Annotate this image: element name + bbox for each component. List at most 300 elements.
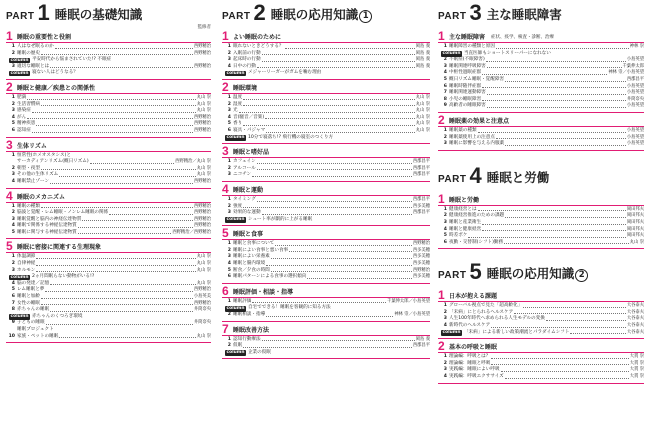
part-heading bbox=[438, 261, 644, 283]
dot-leader bbox=[55, 48, 193, 49]
dot-leader bbox=[243, 125, 415, 126]
toc-entry bbox=[438, 240, 644, 247]
entry-title: 睡眠と食事について bbox=[233, 241, 275, 247]
toc-entry bbox=[222, 172, 430, 179]
column-badge: column bbox=[226, 350, 245, 356]
chapter-number: 1 bbox=[438, 29, 445, 43]
entry-number: 1 bbox=[11, 203, 15, 209]
toc-entry bbox=[222, 261, 430, 268]
entry-author: 大貫 崇 bbox=[629, 360, 644, 366]
entry-title: 強度 bbox=[233, 203, 243, 209]
entry-title: 睡眠障害の種類と原因 bbox=[449, 44, 495, 49]
entry-author: 大貫 崇 bbox=[629, 374, 644, 380]
column-badge: column bbox=[10, 70, 29, 76]
entry-number: 5 bbox=[11, 287, 15, 293]
column-part1 bbox=[6, 0, 211, 344]
dot-leader bbox=[262, 214, 412, 215]
dot-leader bbox=[46, 324, 193, 325]
chapter-header bbox=[438, 340, 644, 353]
column-badge: column bbox=[226, 70, 245, 76]
dot-leader bbox=[496, 138, 626, 139]
item-list bbox=[438, 206, 644, 249]
entry-title: 赤ちゃんの睡眠 bbox=[17, 307, 50, 313]
item-list bbox=[222, 196, 430, 225]
dot-leader bbox=[27, 99, 196, 100]
entry-title: 日中の行動 bbox=[233, 63, 256, 69]
entry-number: 2 bbox=[443, 309, 447, 315]
chapter-header bbox=[438, 193, 644, 206]
entry-author: 丸山 崇 bbox=[415, 114, 430, 120]
entry-number: 2 bbox=[443, 360, 447, 366]
entry-author: 小島英望 bbox=[626, 90, 644, 96]
toc-entry bbox=[222, 121, 430, 128]
entry-title: 睡眠薬使用上の注意点 bbox=[449, 134, 495, 140]
part-title bbox=[487, 264, 589, 282]
dot-leader bbox=[307, 278, 411, 279]
chapter-number: 2 bbox=[222, 79, 229, 94]
dot-leader bbox=[36, 271, 195, 272]
item-list bbox=[6, 203, 211, 239]
entry-title: 自宅でできる！睡眠を客観的に知る方法 bbox=[247, 305, 331, 311]
entry-author: 西郡昌平 bbox=[412, 172, 430, 178]
entry-title: 感染症 bbox=[17, 108, 31, 114]
entry-author: 井筒奈央 bbox=[193, 320, 211, 326]
entry-author: 丸山 崇 bbox=[196, 280, 211, 286]
chapter-number: 3 bbox=[6, 137, 13, 152]
entry-number: 3 bbox=[443, 316, 447, 322]
toc-entry bbox=[6, 230, 211, 237]
entry-number: 1 bbox=[443, 127, 447, 133]
toc-entry bbox=[6, 294, 211, 301]
dot-leader bbox=[505, 81, 626, 82]
entry-title: カフェイン bbox=[233, 159, 256, 165]
entry-author: 西野精治 bbox=[193, 121, 211, 127]
dot-leader bbox=[78, 227, 193, 228]
entry-title: 認知症 bbox=[17, 127, 31, 133]
dot-leader bbox=[546, 320, 626, 321]
part-word: PART bbox=[222, 11, 251, 22]
entry-title: レム睡眠と夢 bbox=[17, 287, 45, 293]
circled-number: 1 bbox=[359, 10, 372, 23]
entry-author: 岡島 義 bbox=[415, 44, 430, 49]
chapter-number: 4 bbox=[222, 181, 229, 196]
entry-author: 大貫 崇 bbox=[629, 367, 644, 373]
entry-title: 高齢者の睡眠障害 bbox=[449, 103, 486, 109]
toc-entry bbox=[6, 102, 211, 109]
chapter-number: 6 bbox=[222, 283, 229, 298]
dot-leader bbox=[41, 304, 193, 305]
toc-entry bbox=[6, 159, 211, 166]
entry-title: 人生100年時代へ求められる人生モデルの変換 bbox=[449, 316, 545, 322]
dot-leader bbox=[482, 100, 626, 101]
entry-author: 西野精治／丸山 崇 bbox=[175, 159, 211, 165]
column-part2 bbox=[222, 0, 430, 360]
entry-title: 入眠前の行動 bbox=[233, 50, 261, 56]
entry-number: 5 bbox=[443, 233, 447, 239]
entry-author: 西野精治 bbox=[193, 63, 211, 69]
toc-entry bbox=[438, 57, 644, 64]
entry-title: 新時代のヘルスケア bbox=[449, 323, 491, 329]
chapter bbox=[6, 81, 211, 138]
chapter-title: 睡眠と健康／疾患との関係性 bbox=[17, 84, 96, 92]
chapter-number: 7 bbox=[222, 321, 229, 336]
chapter-list bbox=[438, 289, 644, 383]
entry-title: 精神疾患 bbox=[17, 121, 36, 127]
chapter-header bbox=[222, 227, 430, 240]
entry-author: 丸山 崇 bbox=[415, 94, 430, 100]
entry-number: 1 bbox=[443, 44, 447, 49]
chapter-list bbox=[438, 30, 644, 151]
entry-title: 香り bbox=[233, 121, 243, 127]
dot-leader bbox=[262, 54, 415, 55]
chapter-title: 睡眠と運動 bbox=[233, 186, 264, 194]
chapter-header bbox=[222, 30, 430, 43]
column-badge: column bbox=[10, 57, 29, 63]
entry-title: 企業の仮眠 bbox=[247, 349, 271, 355]
chapter-title: よい睡眠のために bbox=[233, 34, 282, 41]
dot-leader bbox=[491, 327, 626, 328]
entry-title: 生活習慣病 bbox=[17, 101, 40, 107]
toc-entry bbox=[6, 210, 211, 217]
entry-number: 1 bbox=[11, 94, 15, 100]
part-title bbox=[271, 5, 373, 23]
entry-title: その他の生体リズム bbox=[17, 172, 59, 178]
entry-author: 西郡昌平 bbox=[412, 210, 430, 216]
entry-author: 神林 崇／小島英望 bbox=[394, 312, 430, 318]
entry-number: 5 bbox=[11, 229, 15, 235]
item-list bbox=[6, 152, 211, 188]
dot-leader bbox=[32, 132, 193, 133]
entry-author: 西郡昌平 bbox=[412, 196, 430, 202]
entry-author: 岡田邦夫 bbox=[626, 206, 644, 212]
entry-title: 女性の睡眠 bbox=[17, 300, 40, 306]
entry-number: 1 bbox=[227, 94, 231, 100]
entry-title: 健康経営とは bbox=[449, 206, 477, 212]
entry-number: 1 bbox=[443, 354, 447, 360]
entry-number: 2 bbox=[227, 343, 231, 349]
entry-number: 2 bbox=[11, 210, 15, 216]
entry-number: 9 bbox=[11, 320, 15, 326]
chapter-list bbox=[6, 30, 211, 343]
dot-leader bbox=[487, 67, 622, 68]
entry-title: 「未病」による新しい政策潮流とパラダイムシフト bbox=[463, 329, 570, 335]
entry-author: 西郡昌平 bbox=[412, 159, 430, 165]
chapter-header bbox=[6, 190, 211, 203]
entry-author: 西多美穂 bbox=[412, 247, 430, 253]
chapter bbox=[438, 114, 644, 151]
entry-number: 2 bbox=[443, 134, 447, 140]
entry-number: 2 bbox=[443, 213, 447, 219]
dot-leader bbox=[570, 333, 625, 334]
chapter-title: 主な睡眠障害 bbox=[449, 34, 486, 41]
entry-number: 3 bbox=[11, 216, 15, 222]
chapter-number: 1 bbox=[6, 29, 13, 43]
entry-author: 西野精治 bbox=[193, 216, 211, 222]
chapter-header bbox=[438, 114, 644, 127]
toc-entry bbox=[222, 159, 430, 166]
item-list bbox=[222, 94, 430, 143]
toc-entry bbox=[6, 121, 211, 128]
entry-title: 睡眠と腸内環境 bbox=[233, 261, 266, 267]
entry-number: 4 bbox=[11, 178, 15, 184]
toc-entry bbox=[222, 108, 430, 115]
part-word: PART bbox=[438, 11, 467, 22]
item-list bbox=[438, 127, 644, 150]
dot-leader bbox=[289, 251, 412, 252]
entry-title: アルコール bbox=[233, 165, 256, 171]
entry-title: タイミング bbox=[233, 196, 256, 202]
item-list bbox=[222, 240, 430, 283]
chapter bbox=[438, 289, 644, 339]
toc-entry bbox=[6, 108, 211, 115]
dot-leader bbox=[491, 358, 628, 359]
part-number: 3 bbox=[469, 0, 482, 25]
entry-title: 寝ない人はどうなる？ bbox=[31, 70, 78, 76]
dot-leader bbox=[109, 214, 193, 215]
toc-entry bbox=[438, 77, 644, 84]
entry-title: 脳波と覚醒・レム睡眠・ノンレム睡眠の関係 bbox=[17, 210, 109, 216]
entry-title: 睡眠パターンによる食事の選択傾向 bbox=[233, 274, 307, 280]
part-heading bbox=[222, 2, 430, 24]
column-entry bbox=[6, 57, 211, 64]
dot-leader bbox=[27, 118, 193, 119]
part-title: 主な睡眠障害 bbox=[486, 7, 562, 22]
dot-leader bbox=[90, 163, 175, 164]
chapter-number: 1 bbox=[438, 191, 445, 206]
entry-author: 丸山 崇 bbox=[196, 101, 211, 107]
chapter-number: 5 bbox=[6, 239, 13, 254]
toc-entry bbox=[6, 320, 211, 327]
dot-leader bbox=[482, 230, 626, 231]
entry-title: 睡眠に影響を与える内服薬 bbox=[449, 141, 505, 147]
entry-author: 丸山 崇 bbox=[415, 121, 430, 127]
entry-author: 井筒奈央 bbox=[193, 307, 211, 313]
chapter-header bbox=[438, 30, 644, 43]
entry-number: 3 bbox=[11, 108, 15, 114]
entry-title: 認知行動療法 bbox=[233, 336, 261, 342]
toc-entry bbox=[6, 179, 211, 186]
item-list bbox=[438, 43, 644, 112]
entry-number: 1 bbox=[11, 44, 15, 49]
item-list bbox=[6, 94, 211, 137]
entry-number: 9 bbox=[443, 103, 447, 109]
entry-number: 3 bbox=[443, 367, 447, 373]
entry-author: 西野精治 bbox=[193, 203, 211, 209]
entry-number: 4 bbox=[11, 223, 15, 229]
entry-number: 6 bbox=[443, 239, 447, 245]
entry-title: 睡眠覚醒と脳内の神経伝達物質 bbox=[17, 216, 82, 222]
chapter-title: 睡眠に密接に関連する生理現象 bbox=[17, 244, 102, 252]
entry-number: 1 bbox=[227, 44, 231, 49]
dot-leader bbox=[41, 298, 193, 299]
dot-leader bbox=[257, 201, 412, 202]
chapter bbox=[6, 240, 211, 343]
dot-leader bbox=[482, 87, 626, 88]
item-list bbox=[222, 336, 430, 359]
dot-leader bbox=[486, 61, 626, 62]
entry-number: 6 bbox=[227, 127, 231, 133]
entry-author: 西野精治 bbox=[193, 300, 211, 306]
column-entry bbox=[222, 135, 430, 142]
entry-number: 1 bbox=[227, 241, 231, 247]
chapter-title: 睡眠と嗜好品 bbox=[233, 149, 270, 157]
entry-title: シュート率が劇的に上がる睡眠 bbox=[247, 216, 313, 222]
toc-entry bbox=[6, 327, 211, 334]
entry-author: 岡島 義 bbox=[415, 57, 430, 63]
entry-title: 適切な睡眠とは bbox=[17, 63, 50, 69]
entry-title: 睡眠禁止ゾーン bbox=[17, 178, 50, 184]
entry-title: 体温調節 bbox=[17, 254, 36, 260]
entry-author: 丸山 崇 bbox=[415, 108, 430, 114]
column-entry bbox=[438, 330, 644, 337]
entry-number: 3 bbox=[227, 254, 231, 260]
entry-author: 岡田邦夫 bbox=[626, 213, 644, 219]
item-list bbox=[222, 43, 430, 79]
entry-author: 西郡昌平 bbox=[626, 76, 644, 82]
entry-author: 岡田邦夫 bbox=[626, 233, 644, 239]
entry-author: 岡田邦夫 bbox=[626, 219, 644, 225]
entry-author: 丸山 崇 bbox=[196, 94, 211, 100]
toc-entry bbox=[438, 227, 644, 234]
toc-entry bbox=[222, 57, 430, 64]
entry-author: 小島英望 bbox=[626, 127, 644, 133]
entry-author: 岡島 義 bbox=[415, 336, 430, 342]
toc-entry bbox=[438, 374, 644, 381]
dot-leader bbox=[266, 265, 412, 266]
entry-title: 中枢性過眠症群 bbox=[449, 70, 482, 76]
toc-entry bbox=[222, 274, 430, 281]
entry-number: 2 bbox=[227, 203, 231, 209]
toc-entry bbox=[222, 166, 430, 173]
toc-entry bbox=[6, 254, 211, 261]
dot-leader bbox=[496, 48, 629, 49]
chapter-number: 2 bbox=[438, 339, 445, 354]
entry-title: 睡眠に関与する神経伝達物質 bbox=[17, 229, 77, 235]
entry-number: 3 bbox=[11, 172, 15, 178]
entry-number: 2 bbox=[11, 261, 15, 267]
chapter-header bbox=[6, 30, 211, 43]
byline: 監修者 bbox=[197, 25, 211, 30]
entry-title: 健康経営推進のための課題 bbox=[449, 213, 505, 219]
entry-number: 7 bbox=[11, 300, 15, 306]
entry-author: 大谷泰夫 bbox=[626, 309, 644, 315]
entry-author: 丸山 崇 bbox=[196, 267, 211, 273]
part-word: PART bbox=[438, 270, 467, 282]
entry-author: 岡島 義 bbox=[415, 50, 430, 56]
entry-number: 8 bbox=[11, 307, 15, 313]
toc-entry bbox=[222, 115, 430, 122]
toc-entry bbox=[222, 95, 430, 102]
entry-number: 1 bbox=[11, 254, 15, 260]
dot-leader bbox=[32, 112, 196, 113]
entry-title: 睡眠と産業衛生 bbox=[449, 219, 482, 225]
entry-author: 大谷泰夫 bbox=[626, 329, 644, 335]
part-heading bbox=[438, 2, 644, 24]
toc-entry bbox=[6, 334, 211, 341]
entry-number: 5 bbox=[11, 121, 15, 127]
entry-number: 4 bbox=[11, 280, 15, 286]
toc-entry bbox=[222, 312, 430, 319]
entry-title: 睡眠によい食事と悪い食事 bbox=[233, 247, 289, 253]
chapter bbox=[222, 227, 430, 284]
entry-author: 西野精治 bbox=[412, 241, 430, 247]
entry-author: 小島英望 bbox=[626, 57, 644, 63]
entry-author: 丸山 崇 bbox=[196, 254, 211, 260]
dot-leader bbox=[243, 347, 412, 348]
chapter-title: 睡眠の重要性と役割 bbox=[17, 34, 72, 41]
entry-number: 3 bbox=[11, 267, 15, 273]
entry-title: 実践編：睡眠によい呼吸 bbox=[449, 367, 500, 373]
column-badge: column bbox=[10, 314, 29, 320]
part-title-text: 睡眠の応用知識 bbox=[270, 7, 359, 22]
toc-entry bbox=[6, 172, 211, 179]
entry-author: 丸山 崇 bbox=[196, 261, 211, 267]
entry-title: 人はなぜ眠るのか bbox=[17, 44, 54, 49]
column-badge: column bbox=[226, 217, 245, 223]
entry-title: 2ヵ月間眠らない動物がいる!? bbox=[31, 274, 95, 280]
dot-leader bbox=[78, 233, 172, 234]
chapter-header bbox=[222, 81, 430, 94]
dot-leader bbox=[262, 61, 415, 62]
entry-title: 睡眠によい栄養素 bbox=[233, 254, 270, 260]
item-list bbox=[438, 302, 644, 338]
entry-author: 西野精治 bbox=[193, 44, 211, 49]
dot-leader bbox=[491, 364, 628, 365]
entry-number: 3 bbox=[227, 57, 231, 63]
entry-number: 3 bbox=[227, 210, 231, 216]
toc-entry bbox=[438, 90, 644, 97]
entry-title: 光 bbox=[233, 108, 238, 114]
entry-author: 大貫 崇 bbox=[629, 354, 644, 360]
entry-author: 丸山 崇 bbox=[415, 101, 430, 107]
entry-author: 岡田邦夫 bbox=[626, 226, 644, 232]
toc-entry bbox=[222, 128, 430, 135]
chapter-number: 4 bbox=[6, 188, 13, 203]
toc-entry bbox=[438, 323, 644, 330]
entry-title: 起床時の行動 bbox=[233, 57, 261, 63]
entry-author: 西野精治 bbox=[193, 127, 211, 133]
toc-entry bbox=[222, 197, 430, 204]
chapter-header bbox=[222, 323, 430, 336]
dot-leader bbox=[45, 291, 192, 292]
entry-author: 千葉伸太郎 bbox=[622, 63, 644, 69]
chapter-title: 睡眠と食事 bbox=[233, 231, 264, 239]
entry-title: 実践編：呼吸エクササイズ bbox=[449, 374, 504, 380]
entry-number: 10 bbox=[8, 333, 15, 339]
entry-author: 神林 崇／小島英望 bbox=[608, 70, 644, 76]
entry-number: 2 bbox=[227, 247, 231, 253]
chapter-list bbox=[438, 193, 644, 250]
entry-number: 2 bbox=[227, 165, 231, 171]
entry-author: 西野精治 bbox=[193, 50, 211, 56]
chapter-number: 2 bbox=[6, 79, 13, 94]
chapter bbox=[222, 30, 430, 80]
part-number: 1 bbox=[37, 0, 50, 25]
entry-number: 4 bbox=[227, 114, 231, 120]
entry-title: 理論編：睡眠と呼吸 bbox=[449, 360, 491, 366]
entry-title: 子どもの睡眠 bbox=[17, 320, 45, 326]
entry-author: 大谷泰夫 bbox=[626, 303, 644, 309]
toc-entry bbox=[438, 103, 644, 110]
dot-leader bbox=[523, 307, 626, 308]
entry-number: 4 bbox=[443, 323, 447, 329]
entry-number: 1 bbox=[227, 298, 231, 304]
entry-title: 睡眠相談・指導 bbox=[233, 312, 266, 318]
dot-leader bbox=[285, 48, 415, 49]
dot-leader bbox=[271, 258, 412, 259]
dot-leader bbox=[478, 132, 626, 133]
dot-leader bbox=[50, 284, 196, 285]
